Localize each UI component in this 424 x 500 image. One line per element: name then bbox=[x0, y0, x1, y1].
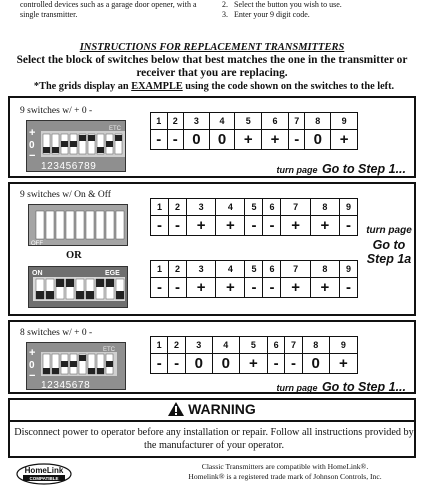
switch-block-photo bbox=[26, 342, 126, 390]
switch-setting-row-cell: - bbox=[263, 278, 281, 298]
switch-setting-row-cell: + bbox=[235, 130, 262, 150]
homelink-logo-drawing bbox=[16, 463, 72, 485]
brand-mark: EGE bbox=[105, 270, 120, 277]
switch-setting-row-cell: + bbox=[281, 216, 310, 236]
switch-setting-row-cell: - bbox=[169, 216, 187, 236]
switch-setting-row-cell: - bbox=[263, 216, 281, 236]
switch-setting-row-cell: - bbox=[167, 130, 184, 150]
panel-label: 8 switches w/ + 0 - bbox=[20, 328, 93, 338]
code-grid-a bbox=[150, 198, 358, 236]
step-3-number: 3. bbox=[222, 10, 228, 19]
switch-setting-row bbox=[151, 216, 358, 236]
brand-mark: ETC bbox=[109, 126, 121, 132]
minus-mark: − bbox=[29, 150, 36, 162]
warning-title-row bbox=[10, 401, 414, 417]
goto-line-3: Step 1a bbox=[366, 252, 412, 266]
switch-setting-row-cell: - bbox=[288, 130, 305, 150]
plus-mark: + bbox=[29, 127, 36, 139]
warning-title: WARNING bbox=[188, 401, 256, 417]
goto-step-1 bbox=[276, 378, 406, 396]
code-grid bbox=[150, 336, 358, 374]
plus-mark: + bbox=[29, 347, 36, 359]
example-note-suffix: using the code shown on the switches to the left. bbox=[182, 81, 395, 92]
switch-setting-row-cell: + bbox=[216, 278, 245, 298]
panel-9-switches-on-off bbox=[8, 182, 416, 316]
goto-small-text: turn page bbox=[276, 383, 318, 393]
panel-8-switches-plus-minus bbox=[8, 320, 416, 394]
switch-block-drawing bbox=[27, 121, 126, 172]
goto-step-1a bbox=[362, 224, 416, 266]
switch-number-row-cell: 8 bbox=[305, 113, 331, 130]
step-2-text: Select the button you wish to use. bbox=[234, 0, 342, 9]
switch-setting-row bbox=[151, 354, 358, 374]
switch-number-row-cell: 1 bbox=[151, 261, 169, 278]
switch-number-row-cell: 6 bbox=[263, 199, 281, 216]
example-note-emphasis: EXAMPLE bbox=[131, 81, 183, 92]
footer-line-2: Homelink® is a registered trade mark of Johnson Controls, Inc. bbox=[188, 472, 382, 481]
switch-number-row-cell: 8 bbox=[310, 261, 339, 278]
zero-mark: 0 bbox=[29, 360, 35, 371]
zero-mark: 0 bbox=[29, 140, 35, 151]
step-2-number: 2. bbox=[222, 0, 228, 9]
switch-number-row-cell: 4 bbox=[212, 337, 239, 354]
logo-name: HomeLink bbox=[24, 466, 64, 475]
goto-line-2: Go to bbox=[372, 238, 406, 252]
switch-number-row-cell: 8 bbox=[302, 337, 329, 354]
switch-setting-row-cell: + bbox=[310, 278, 339, 298]
switch-number-row-cell: 5 bbox=[235, 113, 262, 130]
switch-setting-row-cell: + bbox=[187, 216, 216, 236]
switch-setting-row-cell: + bbox=[262, 130, 289, 150]
switch-number-row-cell: 6 bbox=[262, 113, 289, 130]
switch-number-row-cell: 7 bbox=[281, 199, 310, 216]
switch-setting-row-cell: - bbox=[339, 216, 357, 236]
switch-number-row-cell: 2 bbox=[168, 337, 185, 354]
example-note bbox=[4, 81, 424, 92]
switch-number-row-cell: 9 bbox=[329, 337, 357, 354]
switch-setting-row-cell: + bbox=[216, 216, 245, 236]
steps-fragment bbox=[222, 0, 422, 20]
code-grid-b bbox=[150, 260, 358, 298]
off-mark: OFF bbox=[31, 241, 43, 246]
footer-text bbox=[150, 462, 420, 482]
switch-setting-row-cell: + bbox=[239, 354, 267, 374]
minus-mark: − bbox=[29, 370, 36, 382]
step-3-text: Enter your 9 digit code. bbox=[234, 10, 310, 19]
instructions-subheading: Select the block of switches below that best matches the one in the transmitter or receiver that you are replacing. bbox=[16, 54, 408, 79]
warning-divider bbox=[10, 420, 414, 422]
switch-number-row-cell: 8 bbox=[310, 199, 339, 216]
switch-setting-row bbox=[151, 278, 358, 298]
switch-number-row bbox=[151, 199, 358, 216]
goto-big-text: Go to Step 1... bbox=[321, 162, 406, 176]
switch-setting-row-cell: 0 bbox=[184, 130, 210, 150]
on-off-switch-drawing-1 bbox=[29, 205, 128, 246]
footer-line-1: Classic Transmitters are compatible with HomeLink®. bbox=[201, 462, 369, 471]
switch-setting-row-cell: - bbox=[285, 354, 302, 374]
switch-number-row-cell: 9 bbox=[339, 261, 357, 278]
goto-line-1: turn page bbox=[366, 225, 412, 236]
goto-small-text: turn page bbox=[276, 165, 318, 175]
switch-setting-row-cell: - bbox=[245, 278, 263, 298]
switch-number-row-cell: 1 bbox=[151, 337, 168, 354]
switch-digits: 123456789 bbox=[41, 161, 97, 172]
switch-number-row-cell: 2 bbox=[169, 199, 187, 216]
switch-number-row-cell: 1 bbox=[151, 199, 169, 216]
step-3 bbox=[222, 10, 422, 20]
warning-triangle-icon bbox=[168, 402, 184, 416]
switch-number-row-cell: 6 bbox=[267, 337, 284, 354]
switch-setting-row bbox=[151, 130, 358, 150]
switch-setting-row-cell: - bbox=[245, 216, 263, 236]
switch-setting-row-cell: + bbox=[187, 278, 216, 298]
example-note-prefix: *The grids display an bbox=[33, 81, 132, 92]
switch-number-row-cell: 4 bbox=[216, 261, 245, 278]
logo-sub: COMPATIBLE bbox=[29, 476, 59, 481]
switch-digits: 12345678 bbox=[41, 380, 91, 390]
switch-number-row-cell: 4 bbox=[209, 113, 235, 130]
switch-number-row-cell: 5 bbox=[245, 261, 263, 278]
step-2 bbox=[222, 0, 422, 10]
switch-setting-row-cell: - bbox=[339, 278, 357, 298]
switch-setting-row-cell: 0 bbox=[185, 354, 212, 374]
switch-number-row-cell: 7 bbox=[285, 337, 302, 354]
intro-text-fragment: controlled devices such as a garage door opener, with a single transmitter. bbox=[20, 0, 197, 19]
switch-number-row-cell: 6 bbox=[263, 261, 281, 278]
switch-setting-row-cell: 0 bbox=[212, 354, 239, 374]
panel-label: 9 switches w/ + 0 - bbox=[20, 106, 93, 116]
switch-setting-row-cell: - bbox=[169, 278, 187, 298]
switch-number-row-cell: 7 bbox=[281, 261, 310, 278]
switch-setting-row-cell: + bbox=[281, 278, 310, 298]
switch-setting-row-cell: - bbox=[151, 354, 168, 374]
switch-number-row-cell: 5 bbox=[239, 337, 267, 354]
switch-setting-row-cell: 0 bbox=[209, 130, 235, 150]
on-off-switch-photo-1 bbox=[28, 204, 128, 246]
switch-setting-row-cell: - bbox=[151, 130, 168, 150]
on-off-switch-photo-2 bbox=[28, 266, 128, 308]
switch-setting-row-cell: + bbox=[310, 216, 339, 236]
switch-number-row-cell: 1 bbox=[151, 113, 168, 130]
switch-number-row-cell: 3 bbox=[187, 261, 216, 278]
switch-setting-row-cell: - bbox=[168, 354, 185, 374]
warning-text: Disconnect power to operator before any installation or repair. Follow all instructions provided by the manufacturer of your operator. bbox=[14, 427, 414, 451]
switch-setting-row-cell: 0 bbox=[305, 130, 331, 150]
switch-block-photo bbox=[26, 120, 126, 172]
code-grid bbox=[150, 112, 358, 150]
switch-number-row-cell: 7 bbox=[288, 113, 305, 130]
goto-big-text: Go to Step 1... bbox=[321, 380, 406, 394]
warning-box bbox=[8, 398, 416, 458]
switch-number-row-cell: 3 bbox=[184, 113, 210, 130]
homelink-logo bbox=[16, 463, 72, 485]
switch-setting-row-cell: - bbox=[151, 278, 169, 298]
switch-number-row-cell: 5 bbox=[245, 199, 263, 216]
switch-number-row-cell: 4 bbox=[216, 199, 245, 216]
switch-number-row bbox=[151, 261, 358, 278]
switch-setting-row-cell: + bbox=[331, 130, 358, 150]
goto-step-1 bbox=[276, 160, 406, 178]
switch-number-row-cell: 3 bbox=[187, 199, 216, 216]
switch-number-row-cell: 2 bbox=[167, 113, 184, 130]
switch-number-row-cell: 9 bbox=[339, 199, 357, 216]
switch-number-row-cell: 2 bbox=[169, 261, 187, 278]
brand-mark: ETC bbox=[103, 347, 115, 353]
panel-9-switches-plus-minus bbox=[8, 96, 416, 178]
switch-number-row-cell: 9 bbox=[331, 113, 358, 130]
or-label: OR bbox=[66, 250, 82, 261]
switch-setting-row-cell: - bbox=[267, 354, 284, 374]
panel-label: 9 switches w/ On & Off bbox=[20, 190, 111, 200]
switch-number-row bbox=[151, 113, 358, 130]
on-mark: ON bbox=[32, 270, 43, 277]
instructions-heading: INSTRUCTIONS FOR REPLACEMENT TRANSMITTERS bbox=[79, 42, 345, 53]
switch-block-drawing bbox=[27, 343, 126, 390]
on-off-switch-drawing-2 bbox=[29, 267, 128, 308]
switch-setting-row-cell: + bbox=[329, 354, 357, 374]
switch-setting-row-cell: - bbox=[151, 216, 169, 236]
switch-number-row-cell: 3 bbox=[185, 337, 212, 354]
switch-number-row bbox=[151, 337, 358, 354]
switch-setting-row-cell: 0 bbox=[302, 354, 329, 374]
